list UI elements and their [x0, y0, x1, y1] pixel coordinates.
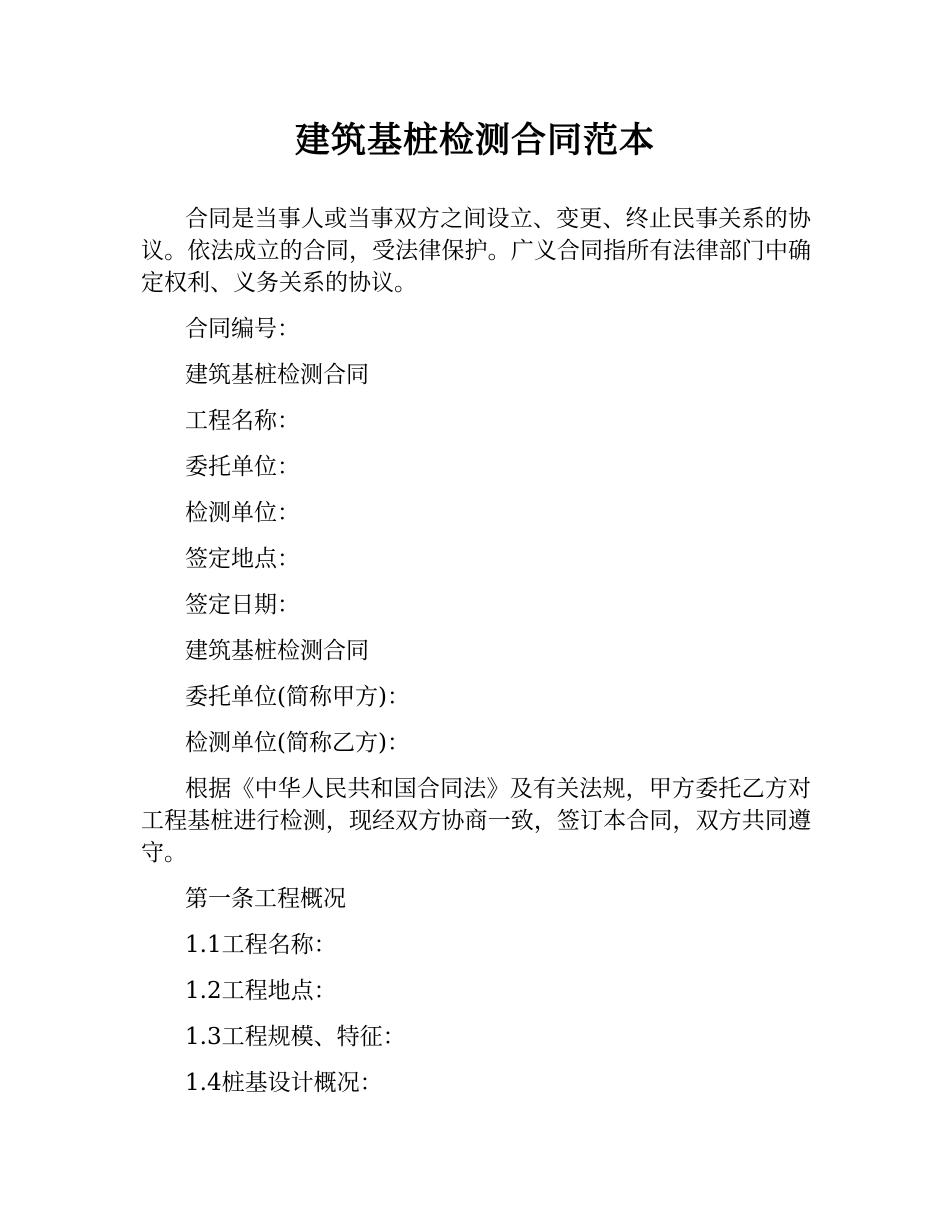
contract-number-field: 合同编号： [185, 316, 300, 342]
legal-basis-paragraph: 根据《中华人民共和国合同法》及有关法规，甲方委托乙方对工程基桩进行检测，现经双方协商一致，签订本合同，双方共同遵守。 [141, 776, 811, 866]
clause-1-4: 1.4桩基设计概况： [185, 1070, 383, 1096]
clause-1-2: 1.2工程地点： [185, 978, 337, 1004]
contract-heading: 建筑基桩检测合同 [185, 362, 369, 388]
clause-1-1: 1.1工程名称： [185, 932, 337, 958]
project-name-field: 工程名称： [185, 408, 300, 434]
party-a-field: 委托单位(简称甲方)： [185, 684, 410, 710]
signing-date-field: 签定日期： [185, 592, 300, 618]
document-body [141, 203, 811, 1113]
testing-unit-field: 检测单位： [185, 500, 300, 526]
document-title: 建筑基桩检测合同范本 [294, 121, 655, 161]
clause-1-3: 1.3工程规模、特征： [185, 1024, 406, 1050]
contract-heading-repeat: 建筑基桩检测合同 [185, 638, 369, 664]
client-unit-field: 委托单位： [185, 454, 300, 480]
intro-paragraph: 合同是当事人或当事双方之间设立、变更、终止民事关系的协议。依法成立的合同，受法律保护。广义合同指所有法律部门中确定权利、义务关系的协议。 [141, 206, 811, 296]
signing-place-field: 签定地点： [185, 546, 300, 572]
party-b-field: 检测单位(简称乙方)： [185, 730, 410, 756]
article-one-heading: 第一条工程概况 [185, 886, 346, 912]
